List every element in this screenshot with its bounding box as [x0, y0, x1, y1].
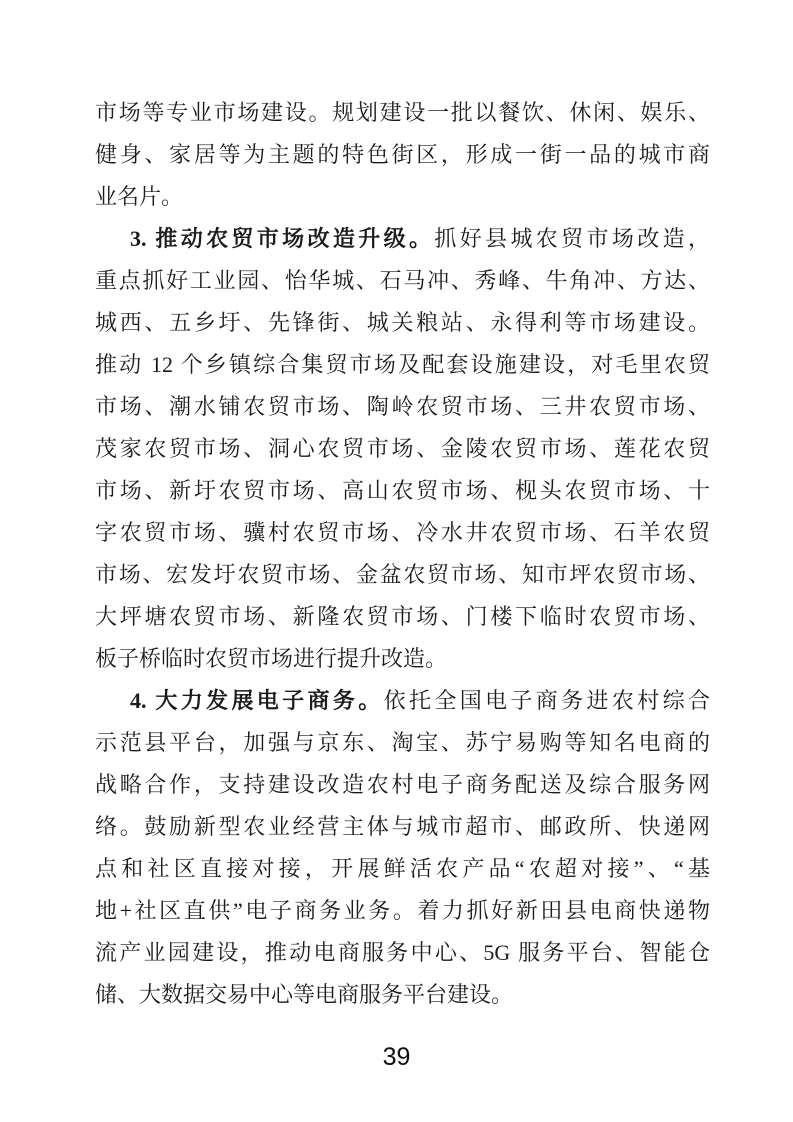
text-line: 重点抓好工业园、怡华城、石马冲、秀峰、牛角冲、方达、	[95, 268, 710, 293]
text-line: 储、大数据交易中心等电商服务平台建设。	[95, 982, 514, 1007]
text-line: 大坪塘农贸市场、新隆农贸市场、门楼下临时农贸市场、	[95, 604, 710, 629]
text-line: 示范县平台，加强与京东、淘宝、苏宁易购等知名电商的	[95, 730, 710, 755]
text-line: 茂家农贸市场、洞心农贸市场、金陵农贸市场、莲花农贸	[95, 436, 710, 461]
text-line: 市场等专业市场建设。规划建设一批以餐饮、休闲、娱乐、	[95, 100, 710, 125]
page-number: 39	[382, 1043, 411, 1071]
paragraph-heading: 3. 推动农贸市场改造升级。	[130, 226, 435, 251]
text-line: 健身、家居等为主题的特色街区，形成一街一品的城市商	[95, 142, 710, 167]
text-line: 市场、新圩农贸市场、高山农贸市场、枧头农贸市场、十	[95, 478, 710, 503]
text-line: 市场、宏发圩农贸市场、金盆农贸市场、知市坪农贸市场、	[95, 562, 710, 587]
text-line: 业名片。	[95, 184, 184, 209]
document-body	[95, 92, 710, 1016]
text-line: 4. 大力发展电子商务。依托全国电子商务进农村综合	[130, 688, 710, 713]
text-line: 流产业园建设，推动电商服务中心、5G 服务平台、智能仓	[95, 940, 710, 965]
text-line: 战略合作，支持建设改造农村电子商务配送及综合服务网	[95, 772, 710, 797]
text-line: 字农贸市场、骥村农贸市场、冷水井农贸市场、石羊农贸	[95, 520, 710, 545]
text-line: 板子桥临时农贸市场进行提升改造。	[95, 646, 448, 671]
text-line: 3. 推动农贸市场改造升级。抓好县城农贸市场改造，	[130, 226, 710, 251]
text-line: 推动 12 个乡镇综合集贸市场及配套设施建设，对毛里农贸	[95, 352, 710, 377]
text-line: 地+社区直供”电子商务业务。着力抓好新田县电商快递物	[95, 898, 710, 923]
text-line: 络。鼓励新型农业经营主体与城市超市、邮政所、快递网	[95, 814, 710, 839]
paragraph-heading: 4. 大力发展电子商务。	[130, 688, 384, 713]
text-line: 点和社区直接对接，开展鲜活农产品“农超对接”、“基	[95, 856, 710, 881]
text-line: 市场、潮水铺农贸市场、陶岭农贸市场、三井农贸市场、	[95, 394, 710, 419]
text-line: 城西、五乡圩、先锋街、城关粮站、永得利等市场建设。	[95, 310, 710, 335]
